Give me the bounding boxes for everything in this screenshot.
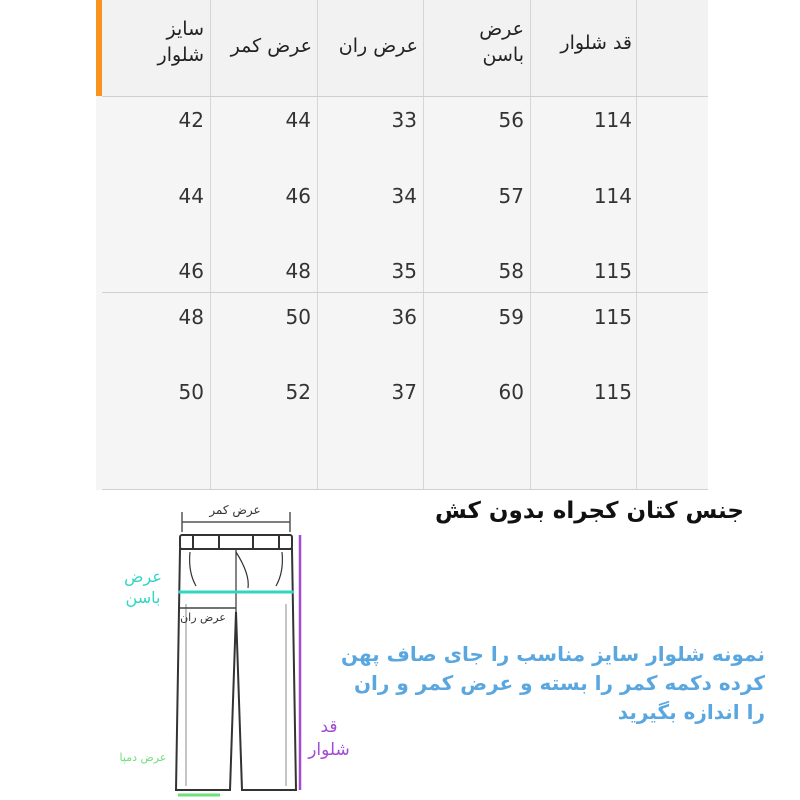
length-label: قد شلوار [308, 717, 350, 760]
cell-hip: 58 [498, 259, 524, 283]
header-size: سایز شلوار [157, 18, 204, 66]
pants-outline-icon [176, 535, 296, 790]
cell-hip: 57 [498, 184, 524, 208]
cell-waist: 52 [285, 380, 311, 404]
cell-hip: 60 [498, 380, 524, 404]
thigh-label: عرض ران [180, 611, 226, 624]
cell-thigh: 34 [391, 184, 417, 208]
header-waist-width: عرض کمر [230, 35, 312, 57]
cell-length: 115 [593, 305, 632, 329]
header-hip-width: عرض باسن [479, 18, 524, 66]
cell-waist: 44 [285, 108, 311, 132]
cell-thigh: 37 [391, 380, 417, 404]
cell-waist: 50 [285, 305, 311, 329]
header-length: قد شلوار [560, 32, 632, 54]
hem-label: عرض دمپا [119, 751, 167, 764]
cell-size: 50 [178, 380, 204, 404]
cell-thigh: 35 [391, 259, 417, 283]
cell-size: 46 [178, 259, 204, 283]
cell-thigh: 33 [391, 108, 417, 132]
cell-size: 44 [178, 184, 204, 208]
cell-waist: 46 [285, 184, 311, 208]
cell-length: 114 [593, 108, 632, 132]
cell-hip: 56 [498, 108, 524, 132]
measuring-instructions: نمونه شلوار سایز مناسب را جای صاف پهن کرده دکمه کمر را بسته و عرض کمر و ران را اندازه بگیرید [340, 642, 765, 724]
hip-label: عرض باسن [124, 567, 162, 607]
cell-thigh: 36 [391, 305, 417, 329]
cell-length: 115 [593, 380, 632, 404]
fabric-title: جنس کتان کجراه بدون کش [435, 498, 744, 524]
cell-length: 115 [593, 259, 632, 283]
header-thigh-width: عرض ران [338, 35, 418, 57]
waist-label: عرض کمر [209, 503, 261, 517]
cell-length: 114 [593, 184, 632, 208]
cell-size: 42 [178, 108, 204, 132]
cell-size: 48 [178, 305, 204, 329]
cell-waist: 48 [285, 259, 311, 283]
cell-hip: 59 [498, 305, 524, 329]
